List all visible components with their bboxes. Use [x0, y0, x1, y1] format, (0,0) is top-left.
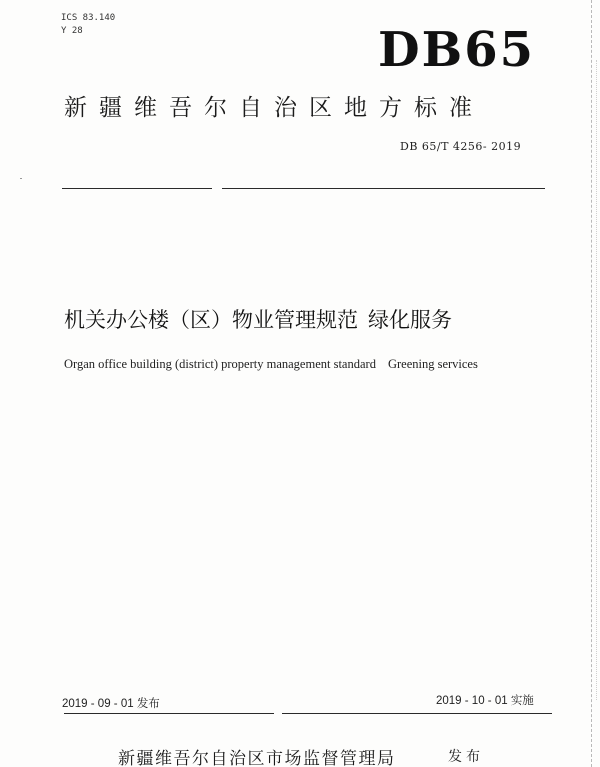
scan-edge-artifact [590, 0, 592, 767]
title-chinese-sub: 绿化服务 [368, 308, 452, 332]
issue-date: 2019 - 09 - 01 [62, 698, 134, 710]
title-english-sub: Greening services [387, 357, 478, 371]
implement-date-line [436, 694, 534, 708]
standard-type-heading: 新疆维吾尔自治区地方标准 [64, 95, 484, 121]
title-chinese [64, 306, 452, 334]
classification-codes [61, 12, 115, 38]
issue-date-line [62, 697, 160, 711]
title-english [64, 356, 478, 372]
scan-edge-artifact-secondary [595, 60, 597, 700]
title-chinese-main: 机关办公楼（区）物业管理规范 [64, 308, 358, 332]
ccs-code: Y 28 [61, 26, 83, 36]
ics-code: ICS 83.140 [61, 13, 116, 23]
implement-date: 2019 - 10 - 01 [436, 695, 508, 707]
title-english-main: Organ office building (district) property management standard [64, 357, 376, 371]
header-divider-right [222, 188, 545, 189]
header-divider-left [62, 188, 212, 189]
standard-number: DB 65/T 4256- 2019 [400, 140, 522, 153]
issue-label: 发布 [136, 698, 160, 710]
publish-label: 发布 [448, 749, 484, 765]
footer-divider-right [282, 713, 552, 714]
implement-label: 实施 [510, 695, 534, 707]
standard-code-logo: DB65 [378, 22, 535, 78]
footer-divider-left [64, 713, 274, 714]
scan-speck [20, 178, 22, 179]
publisher-name: 新疆维吾尔自治区市场监督管理局 [118, 749, 396, 767]
